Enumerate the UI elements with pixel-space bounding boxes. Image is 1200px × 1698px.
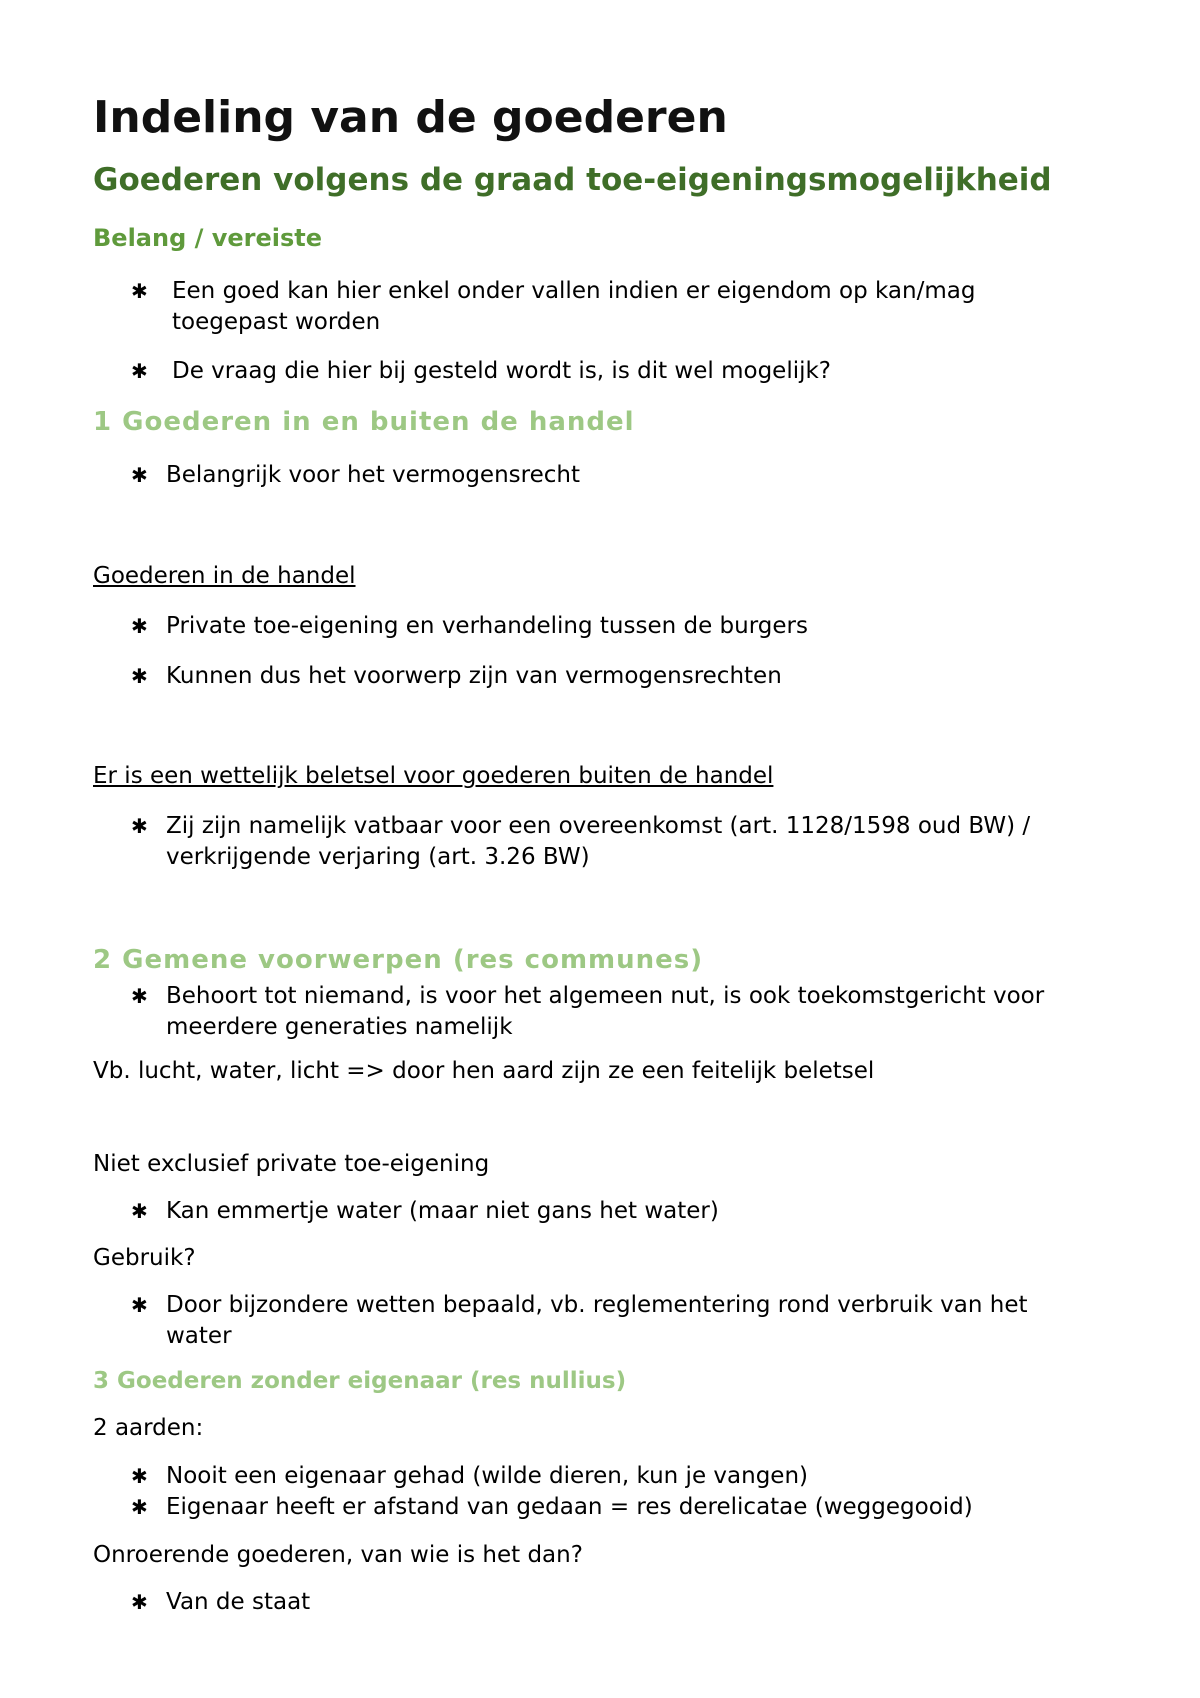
- asterisk-bullet-icon: ✱: [131, 1199, 148, 1223]
- in-handel-bullets: [131, 611, 1071, 692]
- bullet-text: Een goed kan hier enkel onder vallen indien er eigendom op kan/mag toegepast worden: [172, 278, 976, 335]
- section-2-heading: 2 Gemene voorwerpen (res communes): [93, 945, 704, 975]
- list-item: [131, 1461, 1111, 1492]
- list-item: [131, 1492, 1111, 1523]
- aarden-bullets: [131, 1461, 1111, 1523]
- heading-level-1: Goederen volgens de graad toe-eigeningsmogelijkheid: [93, 162, 1052, 198]
- niet-exclusief-bullets: [131, 1196, 1071, 1227]
- onroerende-bullets: [131, 1587, 1071, 1618]
- list-item: [131, 661, 1071, 692]
- list-item: [131, 811, 1111, 873]
- paragraph-2-aarden: 2 aarden:: [93, 1415, 204, 1441]
- list-item: [131, 611, 1071, 642]
- list-item: [131, 1290, 1091, 1352]
- list-item: [131, 356, 1071, 387]
- section-3-heading: 3 Goederen zonder eigenaar (res nullius): [93, 1368, 627, 1394]
- asterisk-bullet-icon: ✱: [131, 279, 148, 303]
- bullet-text: Private toe-eigening en verhandeling tussen de burgers: [166, 613, 808, 639]
- asterisk-bullet-icon: ✱: [131, 463, 148, 487]
- asterisk-bullet-icon: ✱: [131, 1464, 148, 1488]
- list-item: [131, 1196, 1071, 1227]
- section-1-bullets: [131, 460, 1071, 491]
- asterisk-bullet-icon: ✱: [131, 1495, 148, 1519]
- bullet-text: Behoort tot niemand, is voor het algemeen nut, is ook toekomstgericht voor meerdere generaties namelijk: [166, 983, 1045, 1040]
- intro-bullet-list: [131, 276, 1071, 387]
- bullet-text: Zij zijn namelijk vatbaar voor een overeenkomst (art. 1128/1598 oud BW) / verkrijgende verjaring (art. 3.26 BW): [166, 813, 1031, 870]
- section-1-heading: 1 Goederen in en buiten de handel: [93, 407, 635, 437]
- bullet-text: Kan emmertje water (maar niet gans het water): [166, 1198, 719, 1224]
- bullet-text: De vraag die hier bij gesteld wordt is, is dit wel mogelijk?: [172, 358, 832, 384]
- subsection-label-buiten-handel: Er is een wettelijk beletsel voor goederen buiten de handel: [93, 763, 774, 789]
- paragraph-gebruik: Gebruik?: [93, 1245, 196, 1271]
- example-text: Vb. lucht, water, licht => door hen aard zijn ze een feitelijk beletsel: [93, 1058, 875, 1084]
- bullet-text: Door bijzondere wetten bepaald, vb. reglementering rond verbruik van het water: [166, 1292, 1028, 1349]
- asterisk-bullet-icon: ✱: [131, 664, 148, 688]
- asterisk-bullet-icon: ✱: [131, 1590, 148, 1614]
- bullet-text: Eigenaar heeft er afstand van gedaan = res derelicatae (weggegooid): [166, 1494, 973, 1520]
- buiten-handel-bullets: [131, 811, 1111, 873]
- list-item: [131, 1587, 1071, 1618]
- bullet-text: Van de staat: [166, 1589, 311, 1615]
- asterisk-bullet-icon: ✱: [131, 984, 148, 1008]
- asterisk-bullet-icon: ✱: [131, 814, 148, 838]
- gebruik-bullets: [131, 1290, 1091, 1352]
- bullet-text: Belangrijk voor het vermogensrecht: [166, 462, 580, 488]
- list-item: [131, 460, 1071, 491]
- list-item: [131, 981, 1111, 1043]
- bullet-text: Kunnen dus het voorwerp zijn van vermogensrechten: [166, 663, 782, 689]
- paragraph-onroerende-goederen: Onroerende goederen, van wie is het dan?: [93, 1542, 583, 1568]
- list-item: [131, 276, 1071, 338]
- paragraph-niet-exclusief: Niet exclusief private toe-eigening: [93, 1151, 490, 1177]
- subsection-label-in-handel: Goederen in de handel: [93, 563, 356, 589]
- heading-level-2: Belang / vereiste: [93, 224, 323, 252]
- asterisk-bullet-icon: ✱: [131, 614, 148, 638]
- section-2-bullets: [131, 981, 1111, 1043]
- bullet-text: Nooit een eigenaar gehad (wilde dieren, kun je vangen): [166, 1463, 808, 1489]
- document-title: Indeling van de goederen: [93, 92, 728, 143]
- asterisk-bullet-icon: ✱: [131, 1293, 148, 1317]
- asterisk-bullet-icon: ✱: [131, 359, 148, 383]
